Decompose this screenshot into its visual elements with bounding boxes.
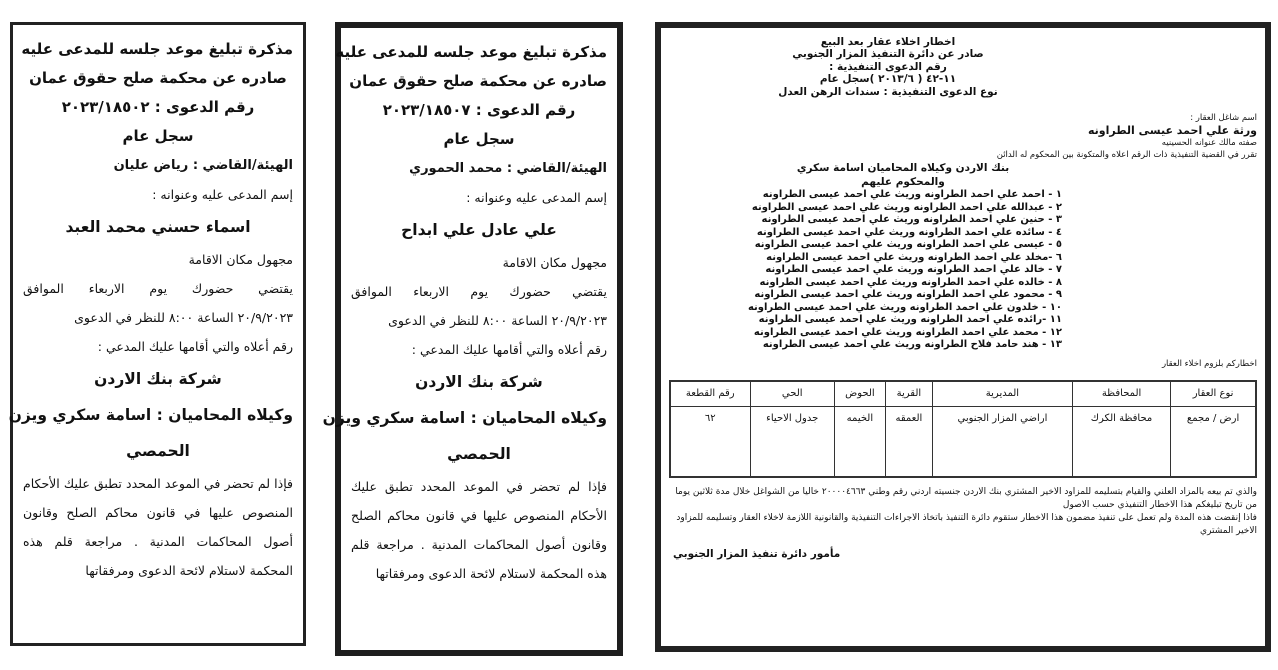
column-header: القرية [885, 381, 932, 407]
lawyers-cont: الحمصي [126, 442, 190, 460]
table-cell: الخيمه [834, 407, 885, 477]
table-cell: العمقه [885, 407, 932, 477]
body-text-1: والذي تم بيعه بالمزاد العلني والقيام بتسليمه للمزاود الاخير المشتري بنك الاردن جنسيته اردني رقم وطني ٢٠٠٠٠٤٦٦٣ خاليا من الشواغل خلال مدة ثلاثين يوما من تاريخ تبليغكم هذا الاخطار التنفيذي حسب الاصول [675, 486, 1257, 510]
judge: الهيئة/القاضي : محمد الحموري [409, 161, 607, 176]
filed-by: رقم أعلاه والتي أقامها عليك المدعي : [97, 339, 293, 354]
header-case-label: رقم الدعوى التنفيذية : [829, 60, 947, 73]
court-notice-middle [322, 22, 623, 656]
attendance: يقتضي حضورك يوم الاربعاء الموافق [23, 281, 293, 296]
plaintiff: شركة بنك الاردن [415, 373, 543, 391]
attendance: يقتضي حضورك يوم الاربعاء الموافق [351, 284, 607, 299]
eviction-notice [655, 22, 1271, 652]
debtor-item: ١٠ - خلدون علي احمد الطراونه وريث علي احمد عيسى الطراونه [747, 301, 1062, 313]
notice-court: صادره عن محكمة صلح حقوق عمان [29, 69, 287, 87]
occupant-label: اسم شاغل العقار : [1190, 113, 1257, 124]
table-cell: جدول الاحياء [750, 407, 834, 477]
debtor-item: ٣ - حنين علي احمد الطراونه وريث علي احمد عيسى الطراونه [761, 214, 1062, 226]
header-issuer: صادر عن دائرة التنفيذ المزار الجنوبي [792, 48, 984, 61]
hearing-date: ٢٠/٩/٢٠٢٣ الساعة ٨:٠٠ للنظر في الدعوى [388, 313, 607, 328]
debtor-item: ١٢ - محمد علي احمد الطراونه وريث علي احمد عيسى الطراونه [753, 326, 1062, 338]
column-header: الحوض [834, 381, 885, 407]
lawyers: وكيلاه المحاميان : اسامة سكري ويزن [322, 409, 607, 427]
notice-court: صادره عن محكمة صلح حقوق عمان [349, 72, 607, 90]
warning: فإذا لم تحضر في الموعد المحدد تطبق عليك الأحكام المنصوص عليها في قانون محاكم الصلح وقانون أصول المحاكمات المدنية . مراجعة قلم هذه المحكمة لاستلام لائحة الدعوى ومرفقاتها [23, 476, 293, 578]
filed-by: رقم أعلاه والتي أقامها عليك المدعي : [411, 342, 607, 357]
case-number: رقم الدعوى : ٢٠٢٣/١٨٥٠٢ [61, 98, 255, 116]
creditor: بنك الاردن وكيلاه المحاميان اسامة سكري [796, 162, 1010, 175]
header-case-type: نوع الدعوى التنفيذية : سندات الرهن العدل [778, 85, 998, 98]
defendant-label: إسم المدعى عليه وعنوانه : [466, 190, 607, 205]
hearing-date: ٢٠/٩/٢٠٢٣ الساعة ٨:٠٠ للنظر في الدعوى [74, 310, 293, 325]
table-header-row [670, 381, 1256, 407]
court-notice-left [10, 22, 306, 646]
debtor-item: ٢ - عبدالله علي احمد الطراونه وريث علي احمد عيسى الطراونه [751, 201, 1062, 213]
header-title: اخطار اخلاء عقار بعد البيع [820, 36, 956, 48]
lawyers-cont: الحمصي [447, 445, 511, 463]
notice-title: مذكرة تبليغ موعد جلسه للمدعى عليه [335, 43, 607, 61]
notify-text: اخطاركم بلزوم اخلاء العقار [1161, 358, 1257, 369]
residence-unknown: مجهول مكان الاقامة [188, 252, 293, 267]
header-case-number: ١١-٤٢ ( ٢٠١٣/٦ )سجل عام [819, 73, 957, 86]
residence-unknown: مجهول مكان الاقامة [502, 255, 607, 270]
debtors-label: والمحكوم عليهم [861, 176, 945, 189]
debtor-item: ١ - احمد علي احمد الطراونه وريث علي احمد عيسى الطراونه [762, 189, 1062, 201]
defendant-label: إسم المدعى عليه وعنوانه : [152, 187, 293, 202]
table-cell: اراضي المزار الجنوبي [932, 407, 1072, 477]
table-cell: ٦٢ [670, 407, 750, 477]
record-type: سجل عام [122, 127, 194, 145]
debtor-item: ٥ - عيسى علي احمد الطراونه وريث علي احمد عيسى الطراونه [754, 239, 1062, 251]
debtor-item: ١٣ - هند حامد فلاح الطراونه وريث علي احمد عيسى الطراونه [762, 339, 1062, 351]
debtor-item: ٧ - خالد علي احمد الطراونه وريث علي احمد عيسى الطراونه [765, 264, 1062, 276]
table-cell: ارض / مجمع [1171, 407, 1256, 477]
table-cell: محافظة الكرك [1072, 407, 1170, 477]
property-table [669, 380, 1257, 478]
lawyers: وكيلاه المحاميان : اسامة سكري ويزن [8, 406, 293, 424]
plaintiff: شركة بنك الاردن [94, 370, 222, 388]
signature: مأمور دائرة تنفيذ المزار الجنوبي [673, 547, 841, 560]
debtors-list [669, 189, 1257, 352]
debtor-item: ٦ -مخلد علي احمد الطراونه وريث علي احمد عيسى الطراونه [766, 251, 1062, 263]
notice-title: مذكرة تبليغ موعد جلسه للمدعى عليه [21, 40, 293, 58]
debtor-item: ١١ -رائده علي احمد الطراونه وريث علي احمد عيسى الطراونه [758, 314, 1062, 326]
warning: فإذا لم تحضر في الموعد المحدد تطبق عليك الأحكام المنصوص عليها في قانون محاكم الصلح وقانون أصول المحاكمات المدنية . مراجعة قلم هذه المحكمة لاستلام لائحة الدعوى ومرفقاتها [351, 479, 607, 581]
debtor-item: ٩ - محمود علي احمد الطراونه وريث علي احمد عيسى الطراونه [754, 289, 1062, 301]
column-header: المديرية [932, 381, 1072, 407]
defendant-name: علي عادل علي ابداح [401, 221, 557, 239]
column-header: رقم القطعة [670, 381, 750, 407]
occupant: ورثة علي احمد عيسى الطراونه [1087, 124, 1257, 138]
decision: تقرر في القضية التنفيذية ذات الرقم اعلاه والمتكونة بين المحكوم له الدائن [996, 150, 1257, 161]
debtor-item: ٤ - سائده علي احمد الطراونه وريث علي احمد عيسى الطراونه [756, 226, 1062, 238]
body-text-2: فاذا إنقضت هذه المدة ولم تعمل على تنفيذ مضمون هذا الاخطار ستقوم دائرة التنفيذ باتخاذ الاجراءات التنفيذية والقانونية اللازمة لاخلاء العقار وتسليمه للمزاود الاخير المشتري [676, 512, 1257, 536]
column-header: نوع العقار [1171, 381, 1256, 407]
column-header: الحي [750, 381, 834, 407]
record-type: سجل عام [443, 130, 515, 148]
occupant-desc: صفته مالك عنوانه الحسينيه [1161, 138, 1257, 149]
case-number: رقم الدعوى : ٢٠٢٣/١٨٥٠٧ [382, 101, 576, 119]
defendant-name: اسماء حسني محمد العبد [65, 218, 251, 236]
table-row [670, 407, 1256, 477]
judge: الهيئة/القاضي : رياض عليان [113, 158, 293, 173]
column-header: المحافظة [1072, 381, 1170, 407]
debtor-item: ٨ - خالده علي احمد الطراونه وريث علي احمد عيسى الطراونه [759, 276, 1062, 288]
